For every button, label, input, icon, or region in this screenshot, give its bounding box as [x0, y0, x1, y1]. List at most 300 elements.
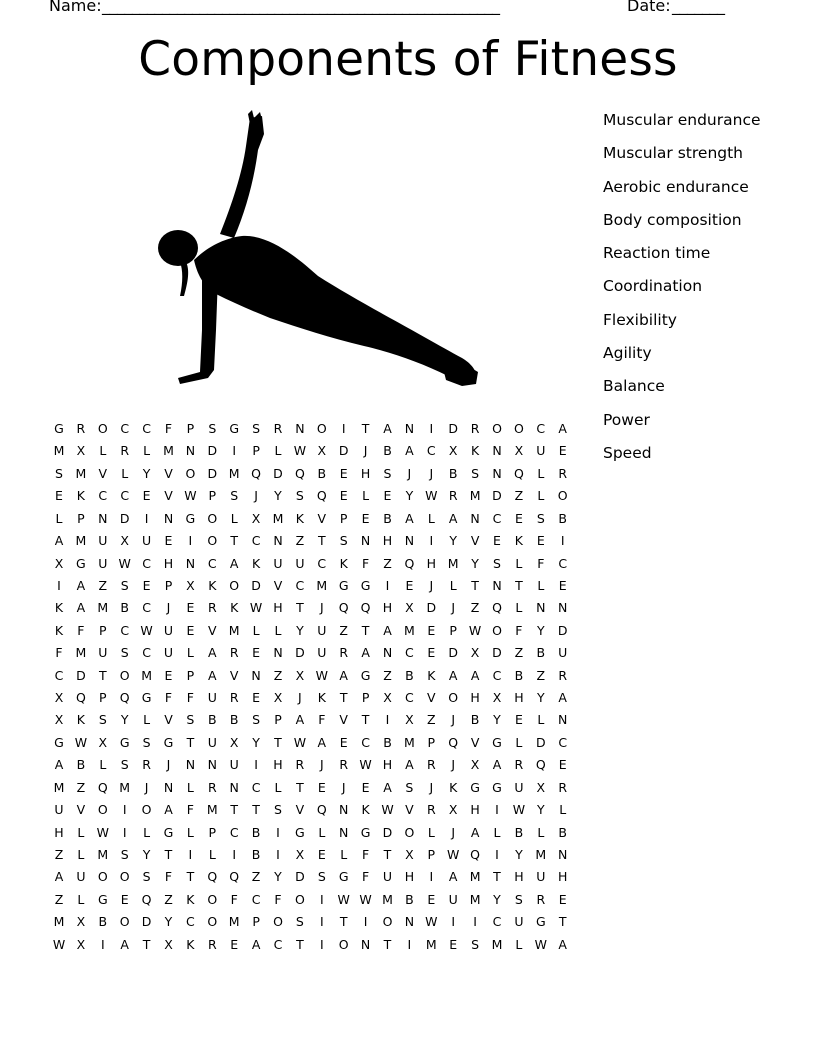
grid-letter[interactable]: Q: [141, 891, 152, 907]
grid-letter[interactable]: F: [361, 555, 370, 571]
grid-letter[interactable]: S: [252, 712, 261, 728]
grid-letter[interactable]: M: [469, 488, 481, 504]
grid-letter[interactable]: E: [514, 510, 523, 526]
grid-letter[interactable]: Q: [316, 488, 327, 504]
grid-letter[interactable]: Z: [536, 667, 546, 683]
grid-letter[interactable]: S: [142, 734, 151, 750]
grid-letter[interactable]: X: [448, 802, 458, 818]
grid-letter[interactable]: J: [451, 757, 456, 773]
grid-letter[interactable]: H: [514, 690, 524, 706]
grid-letter[interactable]: Y: [449, 533, 457, 549]
grid-letter[interactable]: O: [97, 869, 108, 885]
grid-letter[interactable]: I: [473, 914, 477, 930]
grid-letter[interactable]: U: [98, 533, 108, 549]
grid-letter[interactable]: B: [405, 891, 414, 907]
grid-letter[interactable]: X: [229, 734, 239, 750]
grid-letter[interactable]: T: [317, 533, 326, 549]
grid-letter[interactable]: H: [404, 869, 415, 885]
grid-letter[interactable]: Z: [514, 488, 524, 504]
grid-letter[interactable]: A: [405, 757, 414, 773]
grid-letter[interactable]: Q: [294, 465, 305, 481]
grid-letter[interactable]: L: [427, 510, 435, 526]
grid-letter[interactable]: M: [53, 914, 65, 930]
grid-letter[interactable]: M: [403, 734, 415, 750]
grid-letter[interactable]: X: [273, 690, 283, 706]
grid-letter[interactable]: O: [448, 690, 459, 706]
grid-letter[interactable]: C: [207, 555, 217, 571]
grid-letter[interactable]: T: [493, 869, 501, 885]
grid-letter[interactable]: I: [407, 936, 412, 952]
grid-letter[interactable]: M: [141, 667, 152, 683]
grid-letter[interactable]: L: [515, 555, 523, 571]
grid-letter[interactable]: S: [514, 891, 523, 907]
grid-letter[interactable]: A: [120, 936, 129, 952]
grid-letter[interactable]: L: [143, 443, 151, 459]
grid-letter[interactable]: L: [99, 443, 107, 459]
grid-letter[interactable]: F: [230, 891, 238, 907]
grid-letter[interactable]: X: [76, 443, 86, 459]
grid-letter[interactable]: N: [558, 847, 568, 863]
grid-letter[interactable]: D: [382, 824, 393, 840]
grid-letter[interactable]: R: [142, 757, 151, 773]
grid-letter[interactable]: N: [492, 443, 502, 459]
grid-letter[interactable]: W: [337, 891, 350, 907]
grid-letter[interactable]: Z: [273, 667, 283, 683]
grid-letter[interactable]: T: [296, 600, 304, 616]
grid-letter[interactable]: Q: [119, 690, 130, 706]
grid-letter[interactable]: L: [537, 712, 545, 728]
grid-letter[interactable]: M: [491, 936, 503, 952]
grid-letter[interactable]: Y: [120, 712, 129, 728]
grid-letter[interactable]: M: [75, 465, 87, 481]
grid-letter[interactable]: L: [99, 757, 107, 773]
grid-letter[interactable]: H: [360, 465, 371, 481]
grid-letter[interactable]: S: [317, 869, 326, 885]
grid-letter[interactable]: G: [492, 734, 502, 750]
grid-letter[interactable]: N: [251, 667, 261, 683]
grid-letter[interactable]: D: [295, 645, 305, 661]
grid-letter[interactable]: G: [163, 734, 174, 750]
grid-letter[interactable]: E: [536, 533, 545, 549]
grid-letter[interactable]: R: [558, 667, 568, 683]
grid-letter[interactable]: I: [232, 847, 237, 863]
grid-letter[interactable]: U: [536, 869, 546, 885]
grid-letter[interactable]: X: [317, 443, 327, 459]
grid-letter[interactable]: S: [120, 577, 129, 593]
grid-letter[interactable]: C: [558, 555, 568, 571]
grid-letter[interactable]: D: [207, 465, 218, 481]
grid-letter[interactable]: V: [339, 712, 348, 728]
grid-letter[interactable]: M: [75, 533, 87, 549]
grid-letter[interactable]: Y: [405, 488, 414, 504]
grid-letter[interactable]: D: [557, 622, 568, 638]
grid-letter[interactable]: C: [142, 600, 151, 616]
grid-letter[interactable]: G: [338, 869, 349, 885]
grid-letter[interactable]: E: [449, 936, 458, 952]
grid-letter[interactable]: Y: [274, 488, 282, 504]
grid-letter[interactable]: I: [254, 757, 258, 773]
grid-letter[interactable]: Y: [493, 891, 501, 907]
grid-letter[interactable]: N: [163, 779, 174, 795]
grid-letter[interactable]: P: [208, 488, 217, 504]
grid-letter[interactable]: O: [316, 421, 327, 436]
grid-letter[interactable]: T: [296, 779, 304, 795]
grid-letter[interactable]: L: [559, 802, 567, 818]
grid-letter[interactable]: W: [293, 443, 307, 459]
grid-letter[interactable]: O: [97, 421, 108, 436]
grid-letter[interactable]: L: [143, 824, 151, 840]
grid-letter[interactable]: G: [360, 577, 371, 593]
grid-letter[interactable]: Z: [251, 869, 261, 885]
grid-letter[interactable]: R: [120, 443, 130, 459]
grid-letter[interactable]: K: [54, 600, 64, 616]
grid-letter[interactable]: M: [469, 891, 481, 907]
grid-letter[interactable]: P: [427, 847, 436, 863]
grid-letter[interactable]: F: [186, 802, 194, 818]
grid-letter[interactable]: Z: [164, 891, 173, 907]
grid-letter[interactable]: F: [515, 622, 523, 638]
grid-letter[interactable]: R: [514, 757, 524, 773]
grid-letter[interactable]: O: [229, 577, 240, 593]
grid-letter[interactable]: V: [295, 802, 305, 818]
grid-letter[interactable]: H: [273, 757, 283, 773]
grid-letter[interactable]: C: [426, 443, 436, 459]
grid-letter[interactable]: A: [76, 600, 86, 616]
grid-letter[interactable]: X: [54, 555, 64, 571]
grid-letter[interactable]: W: [96, 824, 109, 840]
grid-letter[interactable]: X: [76, 914, 86, 930]
grid-letter[interactable]: Z: [383, 667, 392, 683]
grid-letter[interactable]: N: [185, 555, 196, 571]
grid-letter[interactable]: J: [429, 779, 434, 795]
grid-letter[interactable]: B: [98, 914, 108, 930]
grid-letter[interactable]: D: [295, 869, 305, 885]
grid-letter[interactable]: F: [537, 555, 545, 571]
grid-letter[interactable]: A: [383, 622, 392, 638]
grid-letter[interactable]: I: [57, 577, 61, 593]
grid-letter[interactable]: L: [186, 779, 194, 795]
grid-letter[interactable]: S: [274, 802, 282, 818]
grid-letter[interactable]: G: [338, 577, 349, 593]
grid-letter[interactable]: R: [229, 690, 239, 706]
grid-letter[interactable]: N: [163, 510, 174, 526]
grid-letter[interactable]: T: [186, 869, 195, 885]
grid-letter[interactable]: F: [164, 690, 173, 706]
grid-letter[interactable]: O: [294, 891, 305, 907]
grid-letter[interactable]: P: [186, 421, 195, 436]
grid-letter[interactable]: U: [163, 645, 174, 661]
grid-letter[interactable]: U: [448, 891, 458, 907]
grid-letter[interactable]: Y: [493, 712, 501, 728]
grid-letter[interactable]: A: [229, 555, 239, 571]
grid-letter[interactable]: F: [164, 869, 173, 885]
grid-letter[interactable]: C: [54, 667, 64, 683]
grid-letter[interactable]: N: [273, 645, 283, 661]
grid-letter[interactable]: A: [558, 421, 567, 436]
grid-letter[interactable]: T: [274, 734, 282, 750]
grid-letter[interactable]: D: [119, 510, 130, 526]
grid-letter[interactable]: A: [448, 667, 458, 683]
grid-letter[interactable]: R: [207, 936, 217, 952]
grid-letter[interactable]: U: [558, 645, 568, 661]
grid-letter[interactable]: L: [77, 891, 85, 907]
grid-letter[interactable]: N: [207, 757, 217, 773]
grid-letter[interactable]: X: [251, 510, 261, 526]
grid-letter[interactable]: X: [536, 779, 546, 795]
grid-letter[interactable]: K: [295, 510, 304, 526]
grid-letter[interactable]: M: [272, 510, 284, 526]
grid-letter[interactable]: M: [228, 914, 240, 930]
grid-letter[interactable]: Q: [535, 757, 546, 773]
grid-letter[interactable]: W: [118, 555, 131, 571]
grid-letter[interactable]: S: [208, 421, 217, 436]
grid-letter[interactable]: J: [451, 712, 456, 728]
grid-letter[interactable]: R: [448, 488, 458, 504]
grid-letter[interactable]: V: [164, 465, 173, 481]
grid-letter[interactable]: N: [492, 465, 502, 481]
grid-letter[interactable]: Z: [427, 712, 436, 728]
grid-letter[interactable]: V: [470, 533, 480, 549]
grid-letter[interactable]: V: [164, 488, 173, 504]
grid-letter[interactable]: I: [429, 533, 434, 549]
grid-letter[interactable]: E: [142, 488, 151, 504]
grid-letter[interactable]: B: [120, 600, 129, 616]
grid-letter[interactable]: V: [470, 734, 480, 750]
grid-letter[interactable]: Q: [207, 869, 218, 885]
grid-letter[interactable]: E: [427, 622, 436, 638]
grid-letter[interactable]: J: [407, 465, 412, 481]
grid-letter[interactable]: C: [492, 510, 502, 526]
grid-letter[interactable]: W: [184, 488, 197, 504]
grid-letter[interactable]: J: [144, 779, 149, 795]
grid-letter[interactable]: A: [405, 443, 414, 459]
grid-letter[interactable]: T: [383, 936, 392, 952]
grid-letter[interactable]: A: [164, 802, 173, 818]
grid-letter[interactable]: B: [251, 847, 261, 863]
grid-letter[interactable]: I: [363, 914, 368, 930]
grid-letter[interactable]: R: [273, 421, 283, 436]
grid-letter[interactable]: Q: [492, 600, 502, 616]
grid-letter[interactable]: O: [404, 824, 415, 840]
grid-letter[interactable]: O: [492, 421, 502, 436]
grid-letter[interactable]: J: [429, 577, 434, 593]
grid-letter[interactable]: G: [76, 555, 86, 571]
grid-letter[interactable]: P: [252, 914, 260, 930]
grid-letter[interactable]: O: [492, 622, 502, 638]
grid-letter[interactable]: E: [339, 734, 348, 750]
grid-letter[interactable]: W: [534, 936, 547, 952]
grid-letter[interactable]: H: [163, 555, 174, 571]
grid-letter[interactable]: J: [254, 488, 258, 504]
grid-letter[interactable]: M: [97, 847, 109, 863]
grid-letter[interactable]: K: [230, 600, 239, 616]
grid-letter[interactable]: Z: [383, 555, 392, 571]
grid-letter[interactable]: T: [558, 914, 567, 930]
grid-letter[interactable]: W: [468, 622, 482, 638]
grid-letter[interactable]: D: [273, 465, 283, 481]
grid-letter[interactable]: X: [492, 690, 502, 706]
grid-letter[interactable]: X: [405, 600, 414, 616]
grid-letter[interactable]: Q: [316, 802, 327, 818]
grid-letter[interactable]: M: [403, 622, 415, 638]
grid-letter[interactable]: C: [120, 421, 130, 436]
grid-letter[interactable]: W: [512, 802, 526, 818]
grid-letter[interactable]: Q: [75, 690, 86, 706]
grid-letter[interactable]: C: [98, 488, 108, 504]
grid-letter[interactable]: K: [208, 577, 217, 593]
grid-letter[interactable]: I: [122, 824, 127, 840]
grid-letter[interactable]: X: [98, 734, 108, 750]
grid-letter[interactable]: C: [317, 555, 327, 571]
grid-letter[interactable]: T: [471, 577, 479, 593]
grid-letter[interactable]: U: [273, 555, 283, 571]
grid-letter[interactable]: W: [315, 667, 328, 683]
grid-letter[interactable]: L: [77, 847, 85, 863]
grid-letter[interactable]: L: [274, 622, 282, 638]
grid-letter[interactable]: C: [536, 421, 546, 436]
grid-letter[interactable]: T: [230, 533, 238, 549]
grid-letter[interactable]: E: [383, 488, 392, 504]
grid-letter[interactable]: E: [317, 847, 326, 863]
grid-letter[interactable]: L: [515, 600, 523, 616]
grid-letter[interactable]: F: [55, 645, 63, 661]
grid-letter[interactable]: L: [515, 936, 523, 952]
grid-letter[interactable]: Y: [536, 802, 545, 818]
grid-letter[interactable]: U: [163, 622, 174, 638]
grid-letter[interactable]: K: [54, 622, 64, 638]
grid-letter[interactable]: C: [186, 914, 195, 930]
grid-letter[interactable]: M: [469, 869, 481, 885]
grid-letter[interactable]: S: [536, 510, 545, 526]
grid-letter[interactable]: A: [448, 869, 458, 885]
grid-letter[interactable]: R: [339, 757, 349, 773]
grid-letter[interactable]: L: [252, 622, 260, 638]
grid-letter[interactable]: S: [120, 645, 129, 661]
grid-letter[interactable]: B: [251, 824, 261, 840]
grid-letter[interactable]: O: [119, 914, 130, 930]
grid-letter[interactable]: L: [186, 645, 194, 661]
grid-letter[interactable]: G: [229, 421, 240, 436]
grid-letter[interactable]: G: [470, 779, 480, 795]
grid-letter[interactable]: R: [339, 645, 349, 661]
grid-letter[interactable]: A: [295, 712, 305, 728]
grid-letter[interactable]: G: [360, 824, 371, 840]
grid-letter[interactable]: G: [360, 667, 371, 683]
grid-letter[interactable]: L: [274, 443, 282, 459]
grid-letter[interactable]: Q: [513, 465, 524, 481]
grid-letter[interactable]: T: [361, 622, 370, 638]
grid-letter[interactable]: O: [513, 421, 524, 436]
grid-letter[interactable]: A: [54, 757, 64, 773]
grid-letter[interactable]: W: [425, 914, 438, 930]
grid-letter[interactable]: J: [298, 690, 302, 706]
grid-letter[interactable]: W: [359, 757, 372, 773]
grid-letter[interactable]: T: [339, 914, 348, 930]
grid-letter[interactable]: N: [98, 510, 108, 526]
grid-letter[interactable]: C: [273, 936, 283, 952]
grid-letter[interactable]: D: [141, 914, 152, 930]
grid-letter[interactable]: I: [122, 802, 127, 818]
grid-letter[interactable]: S: [471, 936, 480, 952]
grid-letter[interactable]: A: [383, 779, 392, 795]
grid-letter[interactable]: L: [493, 824, 501, 840]
grid-letter[interactable]: A: [76, 577, 86, 593]
grid-letter[interactable]: E: [339, 465, 348, 481]
grid-letter[interactable]: O: [338, 936, 349, 952]
grid-letter[interactable]: N: [404, 421, 415, 436]
grid-letter[interactable]: V: [98, 465, 108, 481]
grid-letter[interactable]: Z: [295, 533, 305, 549]
grid-letter[interactable]: N: [558, 600, 568, 616]
grid-letter[interactable]: H: [470, 802, 480, 818]
grid-letter[interactable]: W: [425, 488, 438, 504]
grid-letter[interactable]: O: [141, 802, 152, 818]
grid-letter[interactable]: X: [470, 645, 480, 661]
grid-letter[interactable]: S: [186, 712, 195, 728]
grid-letter[interactable]: G: [54, 734, 64, 750]
grid-letter[interactable]: K: [76, 488, 85, 504]
grid-letter[interactable]: C: [120, 488, 130, 504]
grid-letter[interactable]: W: [52, 936, 66, 952]
grid-letter[interactable]: P: [339, 510, 348, 526]
grid-letter[interactable]: B: [76, 757, 86, 773]
grid-letter[interactable]: K: [186, 936, 195, 952]
grid-letter[interactable]: K: [317, 690, 326, 706]
grid-letter[interactable]: M: [75, 645, 87, 661]
grid-letter[interactable]: O: [207, 533, 218, 549]
grid-letter[interactable]: O: [207, 510, 218, 526]
grid-letter[interactable]: V: [317, 510, 327, 526]
grid-letter[interactable]: E: [186, 622, 195, 638]
grid-letter[interactable]: D: [251, 577, 261, 593]
grid-letter[interactable]: M: [316, 577, 328, 593]
grid-letter[interactable]: G: [163, 824, 174, 840]
grid-letter[interactable]: J: [363, 443, 368, 459]
grid-letter[interactable]: K: [449, 779, 458, 795]
grid-letter[interactable]: S: [405, 779, 414, 795]
grid-letter[interactable]: A: [54, 869, 64, 885]
grid-letter[interactable]: C: [120, 622, 130, 638]
grid-letter[interactable]: A: [470, 667, 480, 683]
grid-letter[interactable]: C: [251, 891, 261, 907]
grid-letter[interactable]: B: [536, 645, 546, 661]
grid-letter[interactable]: N: [492, 577, 502, 593]
grid-letter[interactable]: Y: [164, 914, 173, 930]
grid-letter[interactable]: T: [186, 734, 195, 750]
grid-letter[interactable]: A: [492, 757, 502, 773]
grid-letter[interactable]: I: [232, 443, 237, 459]
grid-letter[interactable]: L: [340, 847, 348, 863]
grid-letter[interactable]: G: [119, 734, 130, 750]
grid-letter[interactable]: N: [382, 645, 393, 661]
grid-letter[interactable]: B: [383, 510, 392, 526]
grid-letter[interactable]: G: [97, 891, 108, 907]
grid-letter[interactable]: X: [405, 847, 414, 863]
grid-letter[interactable]: W: [293, 734, 307, 750]
grid-letter[interactable]: I: [385, 577, 390, 593]
grid-letter[interactable]: O: [273, 914, 283, 930]
grid-letter[interactable]: X: [295, 847, 305, 863]
grid-letter[interactable]: J: [451, 600, 456, 616]
grid-letter[interactable]: T: [252, 802, 260, 818]
grid-letter[interactable]: J: [341, 779, 346, 795]
grid-letter[interactable]: X: [76, 936, 86, 952]
grid-letter[interactable]: H: [426, 555, 436, 571]
grid-letter[interactable]: V: [405, 802, 414, 818]
grid-letter[interactable]: U: [536, 443, 546, 459]
grid-letter[interactable]: W: [359, 891, 372, 907]
grid-letter[interactable]: Q: [229, 869, 240, 885]
